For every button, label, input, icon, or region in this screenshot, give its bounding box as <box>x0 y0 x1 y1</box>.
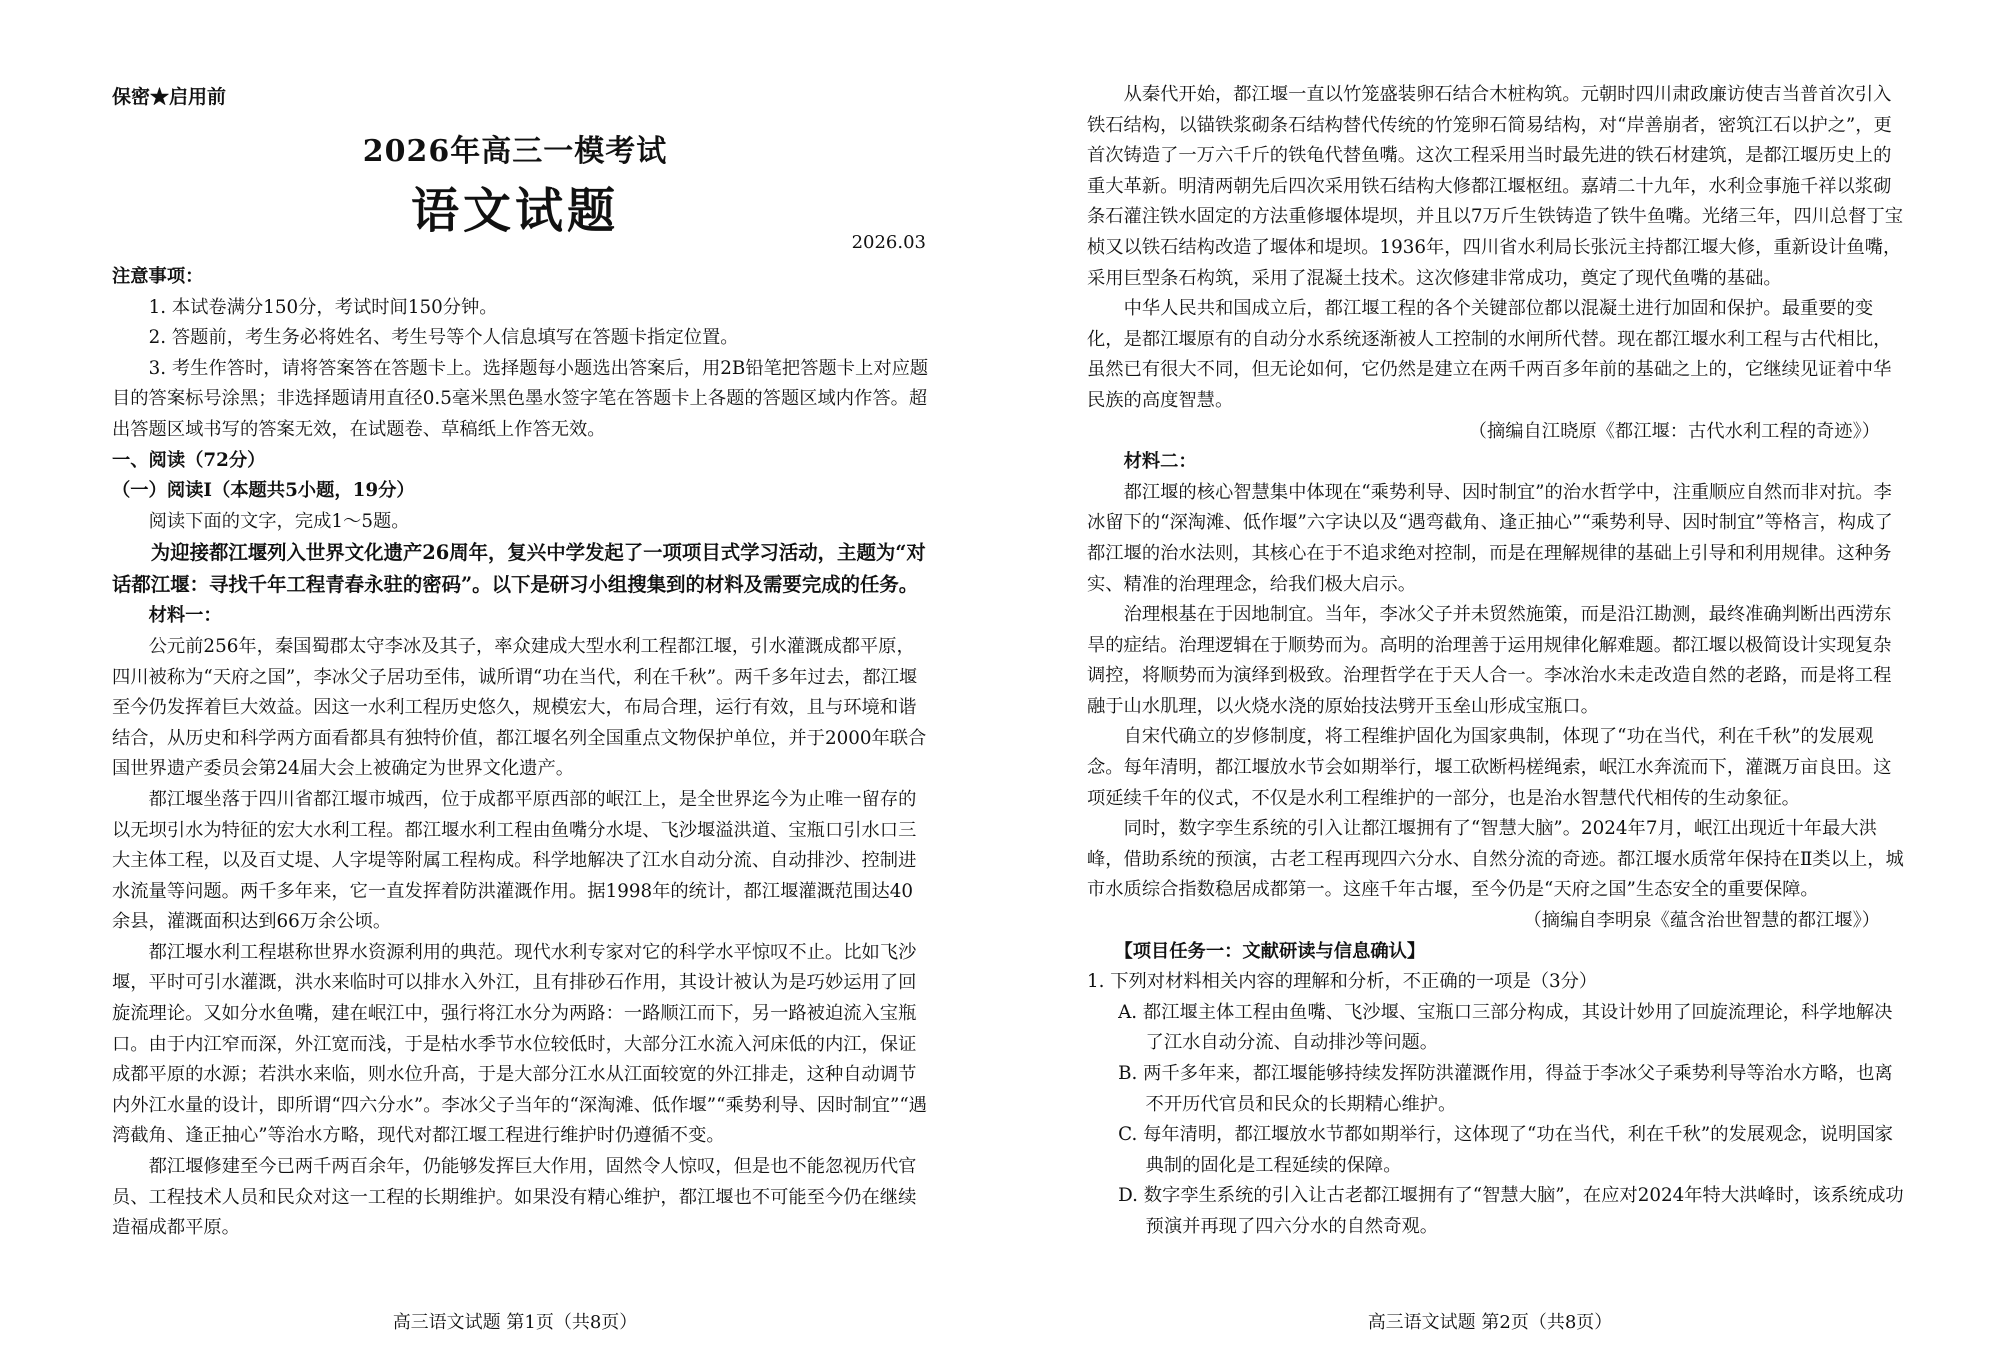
question-option-d: D. 数字孪生系统的引入让古老都江堰拥有了“智慧大脑”，在应对2024年特大洪峰时，该系统成功预演并再现了四六分水的自然奇观。 <box>1118 1185 1904 1237</box>
material-1-paragraph: 都江堰修建至今已两千两百余年，仍能够发挥巨大作用，固然令人惊叹，但是也不能忽视历代官员、工程技术人员和民众对这一工程的长期维护。如果没有精心维护，都江堰也不可能至今仍在继续造福成都平原。 <box>112 1156 917 1239</box>
material-2-source: （摘编自李明泉《蕴含治世智慧的都江堰》） <box>1523 910 1880 932</box>
exam-date: 2026.03 <box>851 232 926 253</box>
task-heading: 【项目任务一：文献研读与信息确认】 <box>1114 940 1426 962</box>
reading-instruction: 阅读下面的文字，完成1～5题。 <box>148 510 410 532</box>
section-heading: 一、阅读（72分） <box>112 449 266 471</box>
material-2-heading: 材料二： <box>1123 451 1197 473</box>
exam-title: 2026年高三一模考试 <box>362 134 668 169</box>
page-2 <box>1075 0 1905 1360</box>
material-2-paragraph: 自宋代确立的岁修制度，将工程维护固化为国家典制，体现了“功在当代，利在千秋”的发展观念。每年清明，都江堰放水节会如期举行，堰工砍断杩槎绳索，岷江水奔流而下，灌溉万亩良田。这项延续千年的仪式，不仅是水利工程维护的一部分，也是治水智慧代代相传的生动象征。 <box>1087 726 1892 809</box>
confidential-label: 保密★启用前 <box>112 86 227 108</box>
material-1-paragraph: 都江堰坐落于四川省都江堰市城西，位于成都平原西部的岷江上，是全世界迄今为止唯一留存的以无坝引水为特征的宏大水利工程。都江堰水利工程由鱼嘴分水堤、飞沙堰溢洪道、宝瓶口引水口三大主体工程，以及百丈堤、人字堤等附属工程构成。科学地解决了江水自动分流、自动排沙、控制进水流量等问题。两千多年来，它一直发挥着防洪灌溉作用。据1998年的统计，都江堰灌溉范围达40余县，灌溉面积达到66万余公顷。 <box>112 788 917 933</box>
subsection-heading: （一）阅读Ⅰ（本题共5小题，19分） <box>112 480 415 502</box>
page-1-content <box>112 262 930 1244</box>
material-2-paragraph: 同时，数字孪生系统的引入让都江堰拥有了“智慧大脑”。2024年7月，岷江出现近十年最大洪峰，借助系统的预演，古老工程再现四六分水、自然分流的奇迹。都江堰水质常年保持在Ⅱ类以上，城市水质综合指数稳居成都第一。这座千年古堰，至今仍是“天府之国”生态安全的重要保障。 <box>1087 818 1904 901</box>
material-1-source: （摘编自江晓原《都江堰：古代水利工程的奇迹》） <box>1468 420 1880 442</box>
question-option-b: B. 两千多年来，都江堰能够持续发挥防洪灌溉作用，得益于李冰父子乘势利导等治水方略，也离不开历代官员和民众的长期精心维护。 <box>1118 1063 1893 1115</box>
question-option-c: C. 每年清明，都江堰放水节都如期举行，这体现了“功在当代，利在千秋”的发展观念，说明国家典制的固化是工程延续的保障。 <box>1118 1124 1894 1176</box>
notice-item: 1. 本试卷满分150分，考试时间150分钟。 <box>148 296 498 318</box>
notice-heading: 注意事项： <box>112 266 204 287</box>
subject-title: 语文试题 <box>410 183 619 239</box>
activity-intro: 为迎接都江堰列入世界文化遗产26周年，复兴中学发起了一项项目式学习活动，主题为“对话都江堰：寻找千年工程青春永驻的密码”。以下是研习小组搜集到的材料及需要完成的任务。 <box>112 541 926 597</box>
material-1-heading: 材料一： <box>148 605 222 627</box>
page-2-footer: 高三语文试题 第2页（共8页） <box>1367 1312 1613 1333</box>
material-1-paragraph: 中华人民共和国成立后，都江堰工程的各个关键部位都以混凝土进行加固和保护。最重要的变化，是都江堰原有的自动分水系统逐渐被人工控制的水闸所代替。现在都江堰水利工程与古代相比，虽然已有很大不同，但无论如何，它仍然是建立在两千两百多年前的基础之上的，它继续见证着中华民族的高度智慧。 <box>1087 298 1892 411</box>
notice-item: 3. 考生作答时，请将答案答在答题卡上。选择题每小题选出答案后，用2B铅笔把答题卡上对应题目的答案标号涂黑；非选择题请用直径0.5毫米黑色墨水签字笔在答题卡上各题的答题区域内作答。超出答题区域书写的答案无效，在试题卷、草稿纸上作答无效。 <box>112 357 929 440</box>
material-1-paragraph: 公元前256年，秦国蜀郡太守李冰及其子，率众建成大型水利工程都江堰，引水灌溉成都平原，四川被称为“天府之国”，李冰父子居功至伟，诚所谓“功在当代，利在千秋”。两千多年过去，都江堰至今仍发挥着巨大效益。因这一水利工程历史悠久，规模宏大，布局合理，运行有效，且与环境和谐结合，从历史和科学两方面看都具有独特价值，都江堰名列全国重点文物保护单位，并于2000年联合国世界遗产委员会第24届大会上被确定为世界文化遗产。 <box>112 635 927 780</box>
material-1-paragraph: 都江堰水利工程堪称世界水资源利用的典范。现代水利专家对它的科学水平惊叹不止。比如飞沙堰，平时可引水灌溉，洪水来临时可以排水入外江，且有排砂石作用，其设计被认为是巧妙运用了回旋流理论。又如分水鱼嘴，建在岷江中，强行将江水分为两路：一路顺江而下，另一路被迫流入宝瓶口。由于内江窄而深，外江宽而浅，于是枯水季节水位较低时，大部分江水流入河床低的内江，保证成都平原的水源；若洪水来临，则水位升高，于是大部分江水从江面较宽的外江排走，这种自动调节内外江水量的设计，即所谓“四六分水”。李冰父子当年的“深淘滩、低作堰”“乘势利导、因时制宜”“遇湾截角、逢正抽心”等治水方略，现代对都江堰工程进行维护时仍遵循不变。 <box>112 941 927 1147</box>
material-2-paragraph: 都江堰的核心智慧集中体现在“乘势利导、因时制宜”的治水哲学中，注重顺应自然而非对抗。李冰留下的“深淘滩、低作堰”六字诀以及“遇弯截角、逢正抽心”“乘势利导、因时制宜”等格言，构成了都江堰的治水法则，其核心在于不追求绝对控制，而是在理解规律的基础上引导和利用规律。这种务实、精准的治理理念，给我们极大启示。 <box>1087 481 1893 595</box>
page-1 <box>100 0 930 1360</box>
page-2-content <box>1087 80 1905 1243</box>
material-2-paragraph: 治理根基在于因地制宜。当年，李冰父子并未贸然施策，而是沿江勘测，最终准确判断出西涝东旱的症结。治理逻辑在于顺势而为。高明的治理善于运用规律化解难题。都江堰以极简设计实现复杂调控，将顺势而为演绎到极致。治理哲学在于天人合一。李冰治水未走改造自然的老路，而是将工程融于山水肌理，以火烧水浇的原始技法劈开玉垒山形成宝瓶口。 <box>1087 604 1892 717</box>
notice-item: 2. 答题前，考生务必将姓名、考生号等个人信息填写在答题卡指定位置。 <box>148 327 739 349</box>
question-stem: 1. 下列对材料相关内容的理解和分析，不正确的一项是（3分） <box>1087 971 1598 993</box>
material-1-paragraph: 从秦代开始，都江堰一直以竹笼盛装卵石结合木桩构筑。元朝时四川肃政廉访使吉当普首次引入铁石结构，以锚铁浆砌条石结构替代传统的竹笼卵石简易结构，对“岸善崩者，密筑江石以护之”，更首次铸造了一万六千斤的铁龟代替鱼嘴。这次工程采用当时最先进的铁石材建筑，是都江堰历史上的重大革新。明清两朝先后四次采用铁石结构大修都江堰枢纽。嘉靖二十九年，水利佥事施千祥以浆砌条石灌注铁水固定的方法重修堰体堤坝，并且以7万斤生铁铸造了铁牛鱼嘴。光绪三年，四川总督丁宝桢又以铁石结构改造了堰体和堤坝。1936年，四川省水利局长张沅主持都江堰大修，重新设计鱼嘴，采用巨型条石构筑，采用了混凝土技术。这次修建非常成功，奠定了现代鱼嘴的基础。 <box>1087 84 1904 289</box>
question-option-a: A. 都江堰主体工程由鱼嘴、飞沙堰、宝瓶口三部分构成，其设计妙用了回旋流理论，科学地解决了江水自动分流、自动排沙等问题。 <box>1118 1001 1893 1054</box>
page-1-footer: 高三语文试题 第1页（共8页） <box>392 1312 638 1333</box>
